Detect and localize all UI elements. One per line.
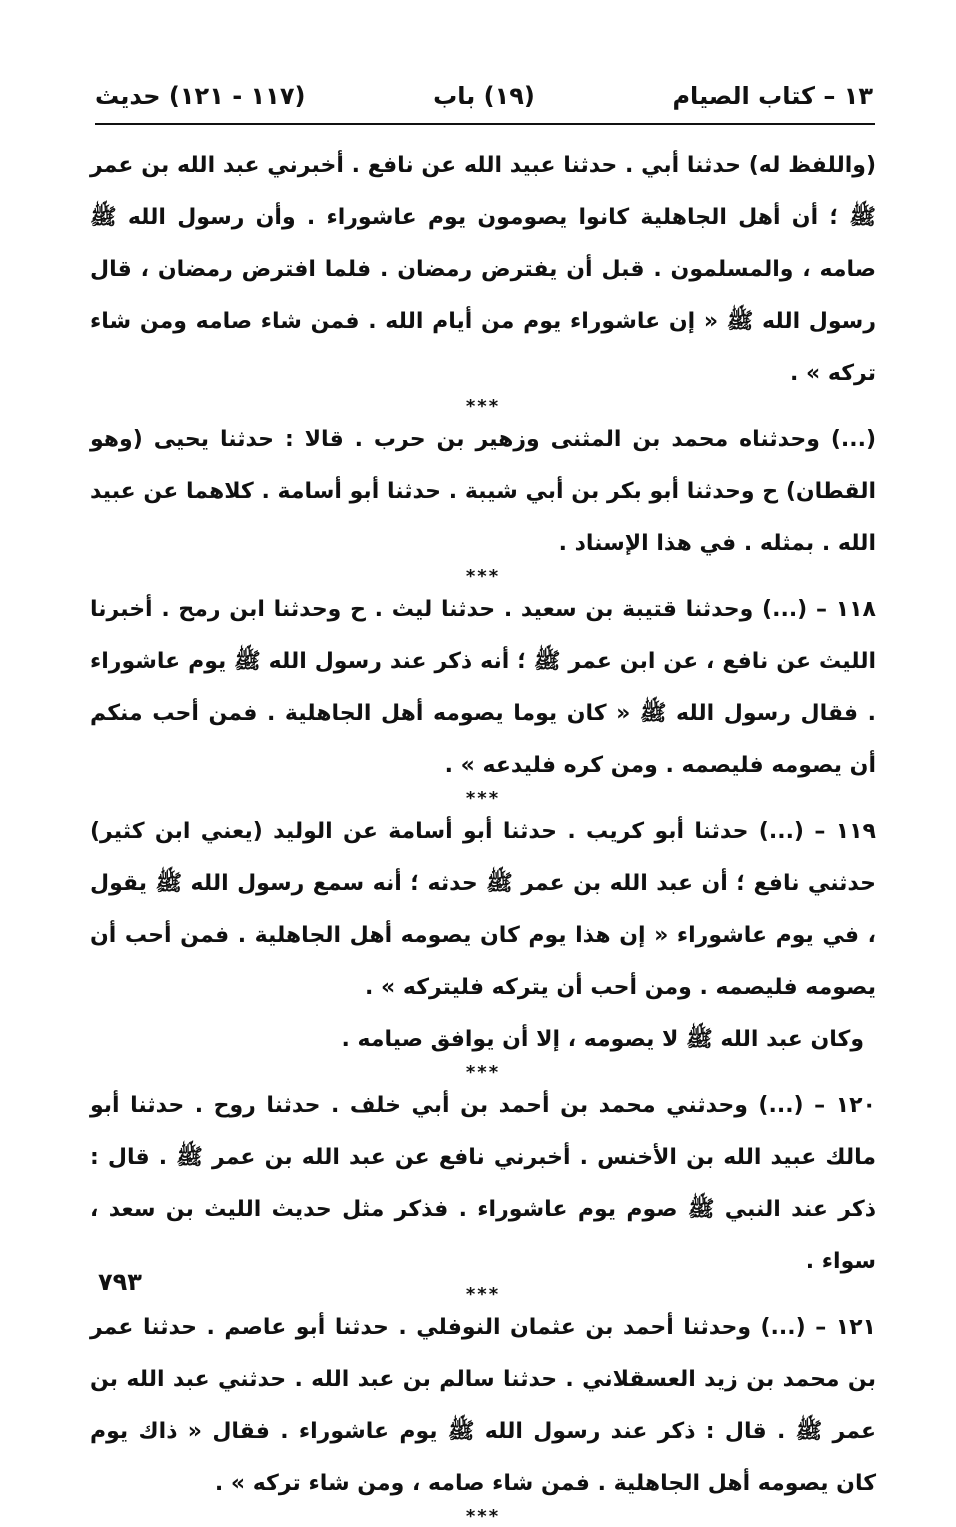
hadith-118: ١١٨ – (...) وحدثنا قتيبة بن سعيد . حدثنا ليث . ح وحدثنا ابن رمح . أخبرنا الليث عن نافع ، عن ابن عمر ﷺ ؛ أنه ذكر عند رسول الله ﷺ يوم عاشوراء . فقال رسول الله ﷺ « كان يوما يصومه أهل الجاهلية . فمن أحب منكم أن يصومه فليصمه . ومن كره فليدعه » . (90, 597, 876, 778)
paragraph-2: (...) وحدثناه محمد بن المثنى وزهير بن حرب . قالا : حدثنا يحيى (وهو القطان) ح وحدثنا أبو بكر بن أبي شيبة . حدثنا أبو أسامة . كلاهما عن عبيد الله . بمثله . في هذا الإسناد . (90, 427, 876, 556)
hadith-119: ١١٩ – (...) حدثنا أبو كريب . حدثنا أبو أسامة عن الوليد (يعني ابن كثير) حدثني نافع ؛ أن عبد الله بن عمر ﷺ حدثه ؛ أنه سمع رسول الله ﷺ يقول ، في يوم عاشوراء « إن هذا يوم كان يصومه أهل الجاهلية . فمن أحب أن يصومه فليصمه . ومن أحب أن يتركه فليتركه » . (90, 819, 876, 1000)
hadith-121: ١٢١ – (...) وحدثنا أحمد بن عثمان النوفلي . حدثنا أبو عاصم . حدثنا عمر بن محمد بن زيد العسقلاني . حدثنا سالم بن عبد الله . حدثني عبد الله بن عمر ﷺ . قال : ذكر عند رسول الله ﷺ يوم عاشوراء . فقال « ذاك يوم كان يصومه أهل الجاهلية . فمن شاء صامه ، ومن شاء تركه » . (90, 1315, 876, 1496)
section-separator: *** (465, 566, 501, 587)
header-book-title: ١٣ – كتاب الصيام (672, 82, 873, 110)
header-divider (95, 123, 875, 125)
section-separator: *** (465, 1062, 501, 1083)
hadith-120: ١٢٠ – (...) وحدثني محمد بن أحمد بن أبي خلف . حدثنا روح . حدثنا أبو مالك عبيد الله بن الأخنس . أخبرني نافع عن عبد الله بن عمر ﷺ . قال : ذكر عند النبي ﷺ صوم يوم عاشوراء . فذكر مثل حديث الليث بن سعد ، سواء . (90, 1093, 876, 1274)
page-body (90, 140, 876, 1527)
section-separator: *** (465, 396, 501, 417)
running-header (95, 78, 873, 118)
page-number: ٧٩٣ (98, 1268, 142, 1296)
section-separator: *** (465, 788, 501, 809)
paragraph-1: (واللفظ له) حدثنا أبي . حدثنا عبيد الله عن نافع . أخبرني عبد الله بن عمر ﷺ ؛ أن أهل الجاهلية كانوا يصومون يوم عاشوراء . وأن رسول الله ﷺ صامه ، والمسلمون . قبل أن يفترض رمضان . فلما افترض رمضان ، قال رسول الله ﷺ « إن عاشوراء يوم من أيام الله . فمن شاء صامه ومن شاء تركه » . (90, 153, 876, 386)
header-chapter: (١٩) باب (433, 82, 535, 110)
hadith-119-note: وكان عبد الله ﷺ لا يصومه ، إلا أن يوافق صيامه . (341, 1027, 864, 1052)
section-separator: *** (465, 1506, 501, 1527)
header-hadith-range: (١١٧ - ١٢١) حديث (95, 82, 306, 110)
section-separator: *** (465, 1284, 501, 1305)
